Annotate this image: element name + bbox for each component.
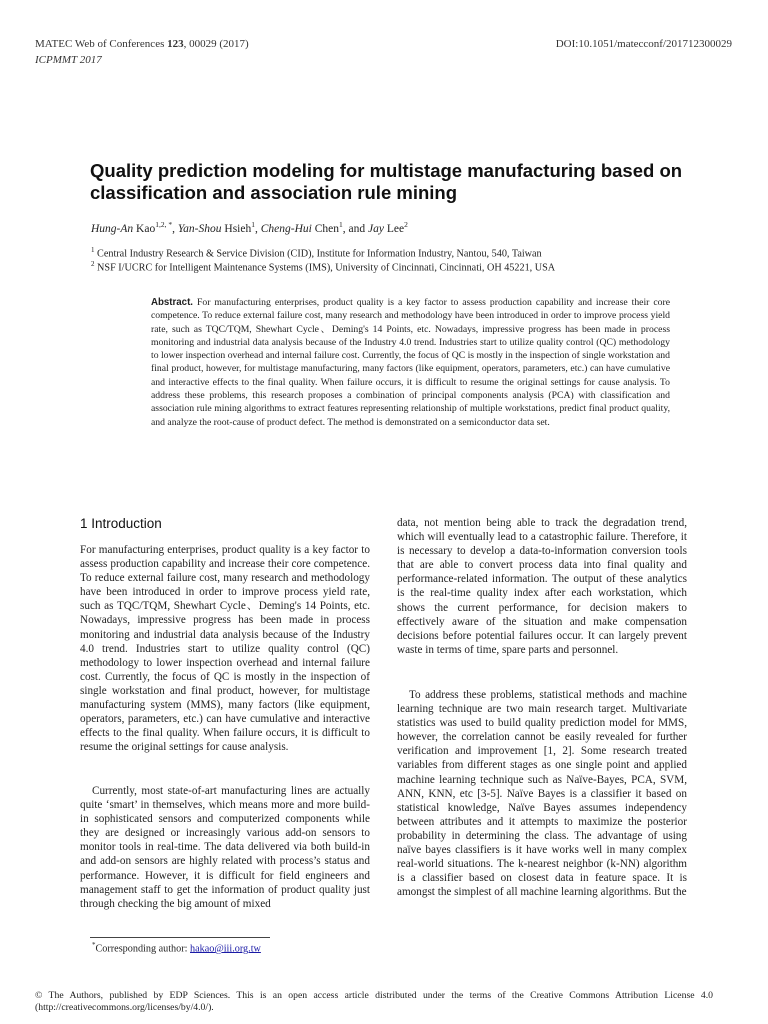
license-notice: © The Authors, published by EDP Sciences. This is an open access article distributed under the terms of the Creative Commons Attribution License 4.0 (http://creativecommons.org/licenses/by/4.0/). xyxy=(35,990,713,1013)
affiliation: $^1$ Central Industry Research & Service Division (CID), Institute for Information Industry, Nantou, 540, Taiwan xyxy=(91,246,542,260)
email-link[interactable]: hakao@iii.org.tw xyxy=(190,943,261,955)
left-column xyxy=(80,543,370,754)
conference-name: ICPMMT 2017 xyxy=(35,54,102,66)
left-column xyxy=(80,784,370,911)
affiliation: $^2$ NSF I/UCRC for Intelligent Maintenance Systems (IMS), University of Cincinnati, Cincinnati, OH 45221, USA xyxy=(91,260,556,274)
right-column xyxy=(397,516,687,657)
volume-number: 123 xyxy=(167,38,184,50)
author: Jay Lee$^2$ xyxy=(367,220,408,235)
doi[interactable]: DOI:10.1051/matecconf/201712300029 xyxy=(555,38,732,50)
abstract-text: For manufacturing enterprises, product quality is a key factor to assess production capability and increase their core competence. To reduce external failure cost, many research and methodology have been introduced in order to improve process yield rate, such as TQC/TQM, Shewhart Cycle、Deming's 14 Points, etc. Nowadays, impressive progress has been made in process monitoring and industrial data analysis because of the Industry 4.0 trend. Industries start to utilize quality control (QC) methodology to lower inspection overhead and internal failure cost. Currently, the focus of QC is mostly in the inspection of single workstation and final product, however, for multistage manufacturing, many factors (like equipment, operators, parameters, etc.) can have cumulative and interactive effects to the final quality. When failure occurs, it is difficult to resume the original settings for cause analysis. To address these problems, this research proposes a combination of principal components analysis (PCA) with classification and association rule mining algorithms to extract features representing relationship of multiple workstations, predict final product quality, and analyze the root-cause of product defect. The method is demonstrated on a semiconductor data set. xyxy=(151,297,671,428)
footnote: *Corresponding author: hakao@iii.org.tw xyxy=(92,941,261,955)
abstract xyxy=(151,296,670,429)
author: Cheng-Hui Chen$^1$ xyxy=(260,220,343,235)
right-column xyxy=(397,688,687,899)
footnote-divider xyxy=(90,937,270,938)
section-heading: 1 Introduction xyxy=(80,516,162,531)
author: Yan-Shou Hsieh$^1$ xyxy=(177,220,255,235)
author-list: Hung-An Kao$^{1,2, *}$, Yan-Shou Hsieh$^1$, Cheng-Hui Chen$^1$, and Jay Lee$^2$ xyxy=(91,220,408,235)
paper-title: Quality prediction modeling for multistage manufacturing based on classification and association rule mining xyxy=(90,160,683,203)
journal-citation: MATEC Web of Conferences 123, 00029 (2017) xyxy=(35,38,249,50)
author: Hung-An Kao$^{1,2, *}$ xyxy=(91,220,173,235)
abstract-label: Abstract. xyxy=(151,297,193,308)
body-paragraph: Currently, most state-of-art manufacturing lines are actually quite ‘smart’ in themselves, which means more and more build-in sophisticated sensors and computerized components while they are designed or increasingly various add-on sensors to monitor tools in real-time. The data delivered via both build-in and add-on sensors are highly related with process’s status and performance. However, it is difficult for field engineers and management staff to get the information of product quality just through checking the big amount of mixed xyxy=(80,785,370,910)
body-paragraph: For manufacturing enterprises, product quality is a key factor to assess production capability and increase their core competence. To reduce external failure cost, many research and methodology have been introduced in order to improve process yield rate, such as TQC/TQM, Shewhart Cycle、Deming's 14 Points, etc. Nowadays, impressive progress has been made in process monitoring and industrial data analysis because of the Industry 4.0 trend. Industries start to utilize quality control (QC) methodology to lower inspection overhead and internal failure cost. Currently, the focus of QC is mostly in the inspection of single workstation and final product, however, for multistage manufacturing system (MMS), many factors (like equipment, operators, parameters, etc.) can have cumulative and interactive effects to the final quality. When failure occurs, it is difficult to resume the original settings for cause analysis. xyxy=(80,544,370,754)
body-paragraph: data, not mention being able to track the degradation trend, which will eventually lead to a catastrophic failure. Therefore, it is necessary to develop a data-to-information conversion tools that are able to convert process data into final quality and performance-related information. The output of these analytics is the real-time quality index after each workstation, which shows the current performance, for decision makers to effectively aware of the situation and make compensation decisions before potential failures occur. It can largely prevent waste in terms of time, spare parts and personnel. xyxy=(397,517,687,656)
body-paragraph: To address these problems, statistical methods and machine learning technique are two main research target. Multivariate statistics was used to build quality prediction model for MMS, however, the correlation cannot be easily revealed for further verification and improvement [1, 2]. Some research treated variables from different stages as one single point and applied machine learning technique such as Naïve-Bayes, PCA, SVM, ANN, KNN, etc [3-5]. Naïve Bayes is a classifier it based on statistical knowledge, Naïve Bayes assumes independency between attributes and it attempts to maximize the posterior probability in determining the class. The advantage of using naïve bayes classifiers is it have works well in many complex real-world situations. The k-nearest neighbor (k-NN) algorithm is a classifier based on closest data in feature space. It is amongst the simplest of all machine learning algorithms. But the xyxy=(397,689,687,899)
